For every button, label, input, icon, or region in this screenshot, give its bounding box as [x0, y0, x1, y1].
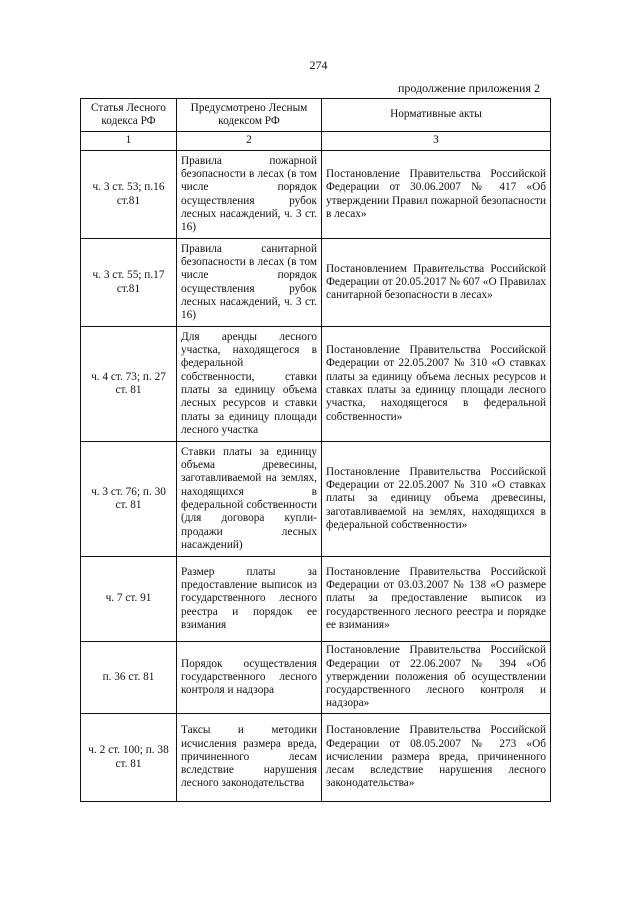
header-article: Статья Лесного кодекса РФ	[81, 99, 177, 132]
provision-cell: Таксы и методики исчисления размера вреда, причиненного лесам вследствие нарушения лесного законодательства	[177, 714, 322, 802]
provision-cell: Размер платы за предоставление выписок из государственного лесного реестра и порядок ее взимания	[177, 557, 322, 642]
table-row	[81, 442, 551, 557]
table-row	[81, 239, 551, 327]
column-number-row	[81, 132, 551, 151]
table-row	[81, 714, 551, 802]
column-number: 2	[177, 132, 322, 151]
table-row	[81, 327, 551, 442]
article-cell: ч. 2 ст. 100; п. 38 ст. 81	[81, 714, 177, 802]
article-cell: ч. 3 ст. 55; п.17 ст.81	[81, 239, 177, 327]
provision-cell: Правила пожарной безопасности в лесах (в том числе порядок осуществления рубок лесных насаждений, ч. 3 ст. 16)	[177, 151, 322, 239]
provision-cell: Правила санитарной безопасности в лесах (в том числе порядок осуществления рубок лесных насаждений, ч. 3 ст. 16)	[177, 239, 322, 327]
act-cell: Постановлением Правительства Российской Федерации от 20.05.2017 № 607 «О Правилах санитарной безопасности в лесах»	[322, 239, 551, 327]
provision-cell: Ставки платы за единицу объема древесины, заготавливаемой на землях, находящихся в федеральной собственности (для договора купли-продажи лесных насаждений)	[177, 442, 322, 557]
header-provision: Предусмотрено Лесным кодексом РФ	[177, 99, 322, 132]
normative-acts-table	[80, 98, 551, 802]
column-number: 3	[322, 132, 551, 151]
header-acts: Нормативные акты	[322, 99, 551, 132]
act-cell: Постановление Правительства Российской Федерации от 22.06.2007 № 394 «Об утверждении положения об осуществлении государственного лесного контроля и надзора»	[322, 642, 551, 714]
column-number: 1	[81, 132, 177, 151]
table-row	[81, 151, 551, 239]
page-number: 274	[309, 58, 328, 72]
provision-cell: Для аренды лесного участка, находящегося в федеральной собственности, ставки платы за единицу объема лесных ресурсов и ставки платы за единицу площади лесного участка	[177, 327, 322, 442]
table-row	[81, 557, 551, 642]
act-cell: Постановление Правительства Российской Федерации от 03.03.2007 № 138 «О размере платы за предоставление выписок из государственного лесного реестра и порядке ее взимания»	[322, 557, 551, 642]
act-cell: Постановление Правительства Российской Федерации от 22.05.2007 № 310 «О ставках платы за единицу объема лесных ресурсов и ставках платы за единицу площади лесного участка, находящегося в федеральной собственности»	[322, 327, 551, 442]
act-cell: Постановление Правительства Российской Федерации от 08.05.2007 № 273 «Об исчислении размера вреда, причиненного лесам вследствие нарушения лесного законодательства»	[322, 714, 551, 802]
act-cell: Постановление Правительства Российской Федерации от 22.05.2007 № 310 «О ставках платы за единицу объема древесины, заготавливаемой на землях, находящихся в федеральной собственности»	[322, 442, 551, 557]
article-cell: ч. 7 ст. 91	[81, 557, 177, 642]
article-cell: ч. 3 ст. 76; п. 30 ст. 81	[81, 442, 177, 557]
provision-cell: Порядок осуществления государственного лесного контроля и надзора	[177, 642, 322, 714]
table-header-row	[81, 99, 551, 132]
article-cell: ч. 3 ст. 53; п.16 ст.81	[81, 151, 177, 239]
continuation-note: продолжение приложения 2	[398, 81, 540, 95]
table-row	[81, 642, 551, 714]
article-cell: ч. 4 ст. 73; п. 27 ст. 81	[81, 327, 177, 442]
act-cell: Постановление Правительства Российской Федерации от 30.06.2007 № 417 «Об утверждении Правил пожарной безопасности в лесах»	[322, 151, 551, 239]
article-cell: п. 36 ст. 81	[81, 642, 177, 714]
